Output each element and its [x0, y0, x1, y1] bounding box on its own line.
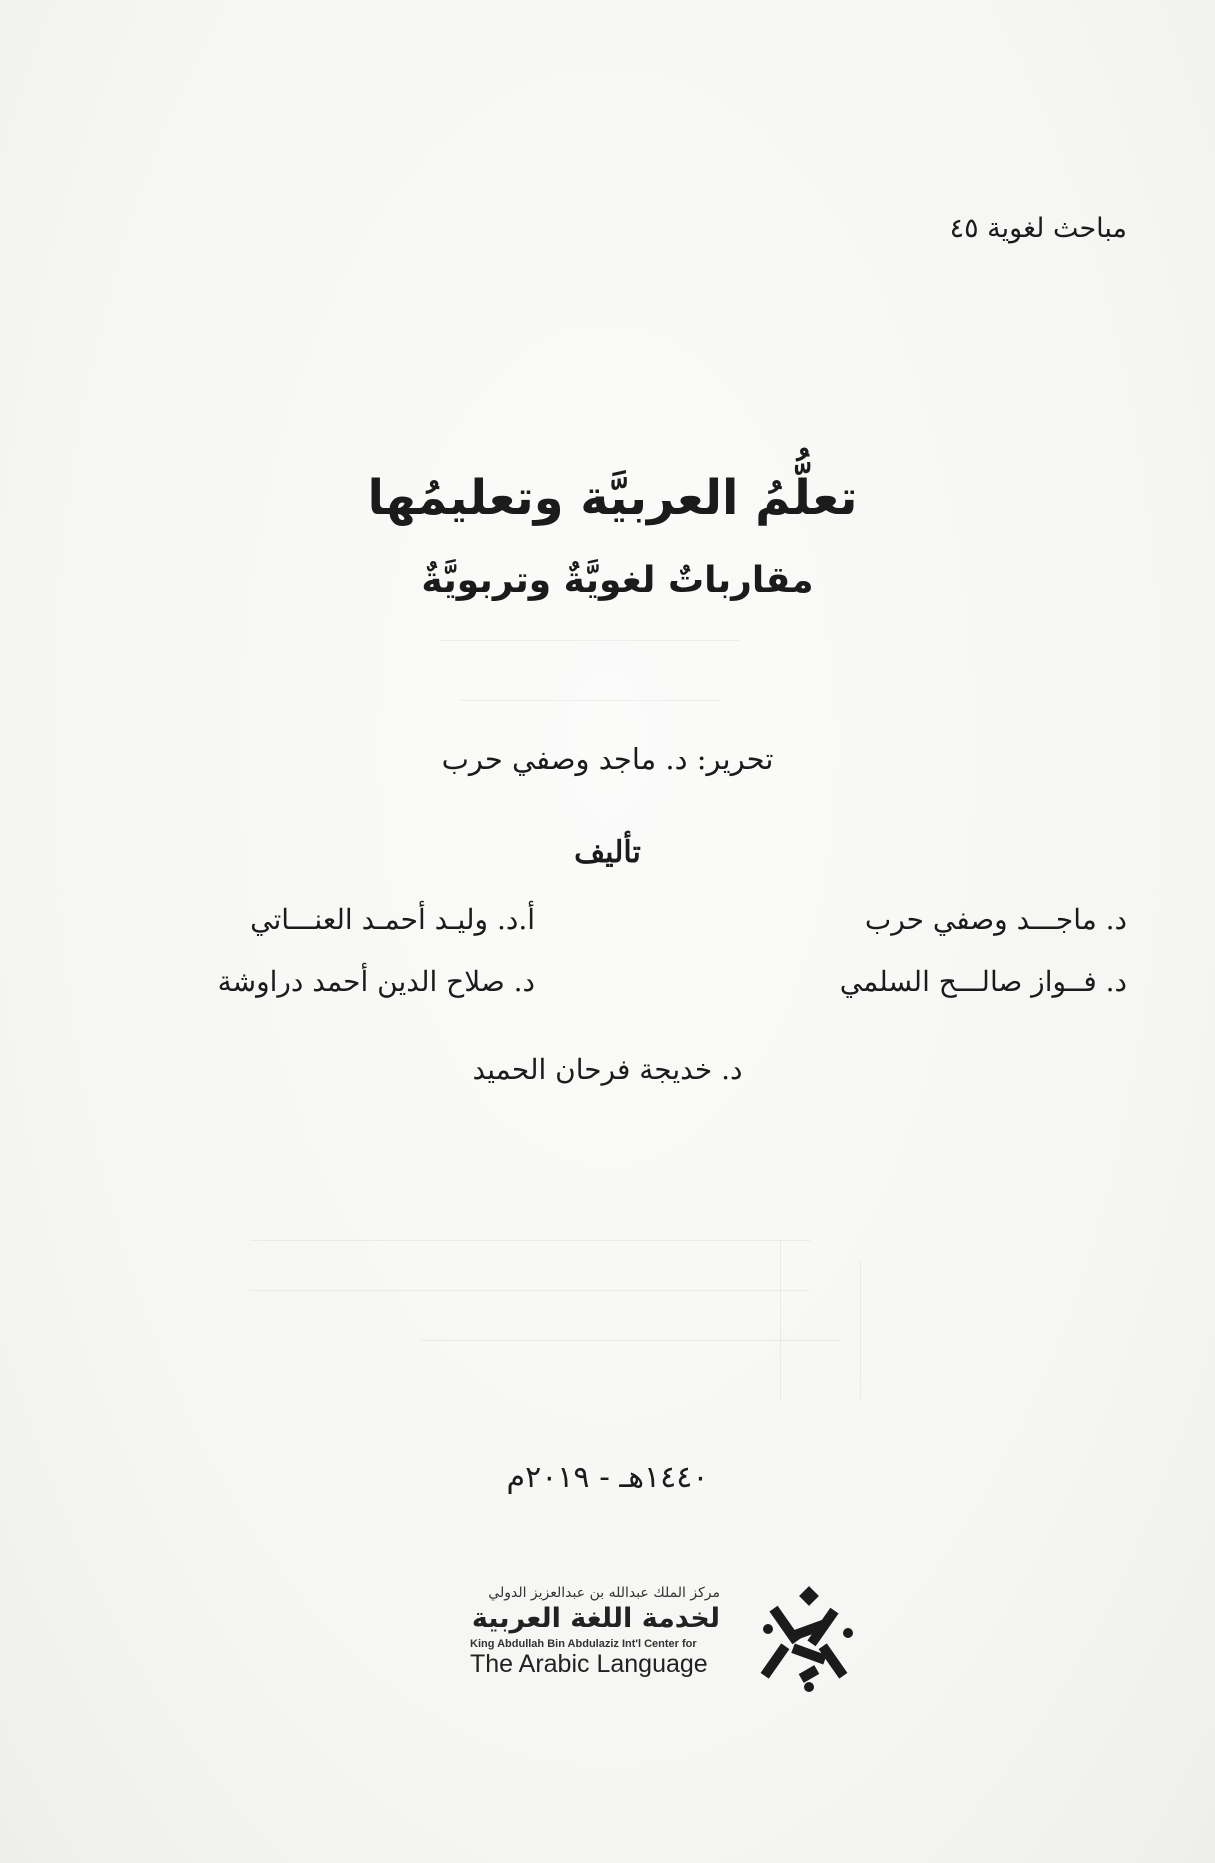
authorship-label: تأليف — [574, 835, 641, 870]
publication-date: ١٤٤٠هـ - ٢٠١٩م — [506, 1460, 709, 1495]
book-title: تعلُّمُ العربيَّة وتعليمُها — [367, 470, 858, 526]
author-name: د. ماجـــد وصفي حرب — [864, 903, 1127, 936]
author-name: أ.د. وليـد أحمـد العنـــاتي — [250, 903, 535, 936]
book-subtitle: مقارباتٌ لغويَّةٌ وتربويَّةٌ — [421, 560, 814, 601]
author-name: د. صلاح الدين أحمد دراوشة — [217, 965, 535, 998]
show-through-line — [860, 1260, 861, 1400]
publisher-name-en-small: King Abdullah Bin Abdulaziz Int'l Center for — [470, 1638, 697, 1650]
publisher-name-en: The Arabic Language — [470, 1650, 708, 1678]
show-through-line — [250, 1240, 810, 1241]
publisher-logo — [470, 1585, 870, 1695]
show-through-line — [420, 1340, 840, 1341]
calligraphic-logo-icon — [740, 1585, 870, 1695]
editor-line: تحرير: د. ماجد وصفي حرب — [441, 742, 774, 776]
show-through-line — [780, 1240, 781, 1400]
show-through-line — [460, 700, 720, 701]
publisher-name-ar: لخدمة اللغة العربية — [471, 1603, 720, 1634]
show-through-line — [440, 640, 740, 641]
author-name: د. فــواز صالـــح السلمي — [839, 965, 1127, 998]
publisher-name-ar-small: مركز الملك عبدالله بن عبدالعزيز الدولي — [488, 1585, 720, 1601]
author-name: د. خديجة فرحان الحميد — [472, 1053, 743, 1086]
show-through-line — [250, 1290, 810, 1291]
publisher-text — [470, 1585, 730, 1679]
series-label: مباحث لغوية ٤٥ — [949, 213, 1127, 244]
